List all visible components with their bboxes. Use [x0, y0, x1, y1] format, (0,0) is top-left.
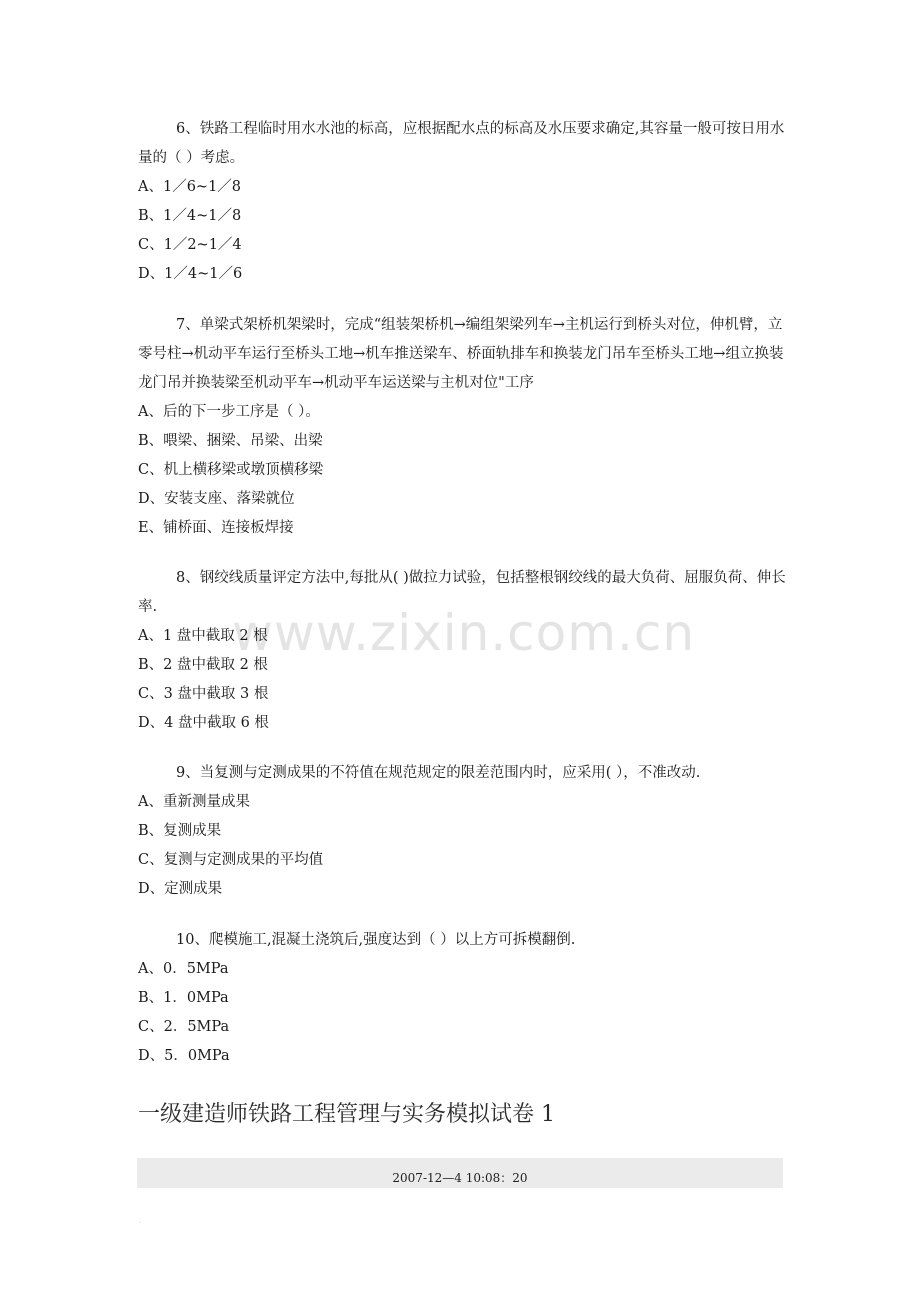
- option-b: B、1／4~1／8: [138, 208, 242, 224]
- date-text: 2007-12—4 10:08：20: [392, 1171, 528, 1185]
- question-7: [138, 311, 788, 543]
- question-stem: 10、爬模施工,混凝土浇筑后,强度达到（ ）以上方可拆模翻倒.: [176, 932, 576, 948]
- option-b: B、1．0MPa: [138, 990, 229, 1006]
- option-c: C、3 盘中截取 3 根: [138, 686, 269, 702]
- date-bar: [137, 1158, 783, 1188]
- question-stem: 6、铁路工程临时用水水池的标高，应根据配水点的标高及水压要求确定,其容量一般可按日用水量的（ ）考虑。: [138, 121, 785, 166]
- watermark: www.zixin.com.cn: [232, 604, 696, 662]
- option-a: A、1 盘中截取 2 根: [138, 628, 268, 644]
- option-a: A、后的下一步工序是（ ）。: [138, 404, 320, 420]
- option-d: D、安装支座、落梁就位: [138, 491, 295, 507]
- question-9: [138, 759, 788, 904]
- option-c: C、机上横移梁或墩顶横移梁: [138, 462, 324, 478]
- option-d: D、定测成果: [138, 881, 223, 897]
- option-c: C、复测与定测成果的平均值: [138, 852, 324, 868]
- option-d: D、5．0MPa: [138, 1048, 230, 1064]
- option-c: C、1／2~1／4: [138, 237, 242, 253]
- question-stem: 9、当复测与定测成果的不符值在规范规定的限差范围内时，应采用( ），不准改动.: [176, 765, 701, 781]
- option-b: B、2 盘中截取 2 根: [138, 657, 268, 673]
- question-6: [138, 115, 788, 289]
- option-c: C、2．5MPa: [138, 1019, 230, 1035]
- option-d: D、4 盘中截取 6 根: [138, 715, 269, 731]
- option-b: B、复测成果: [138, 823, 222, 839]
- page-dot: .: [139, 1218, 141, 1225]
- question-stem: 7、单梁式架桥机架梁时，完成“组装架桥机→编组架梁列车→主机运行到桥头对位，伸机臂，立零号柱→机动平车运行至桥头工地→机车推送梁车、桥面轨排车和换装龙门吊车至桥头工地→组立换装龙门吊并换装梁至机动平车→机动平车运送梁与主机对位"工序: [138, 317, 784, 391]
- option-a: A、0．5MPa: [138, 961, 229, 977]
- option-d: D、1／4~1／6: [138, 266, 243, 282]
- question-stem: 8、钢绞线质量评定方法中,每批从( )做拉力试验，包括整根钢绞线的最大负荷、屈服负荷、伸长率.: [138, 570, 786, 615]
- option-a: A、重新测量成果: [138, 794, 250, 810]
- question-8: [138, 564, 788, 738]
- option-e: E、铺桥面、连接板焊接: [138, 520, 294, 536]
- question-10: [138, 926, 788, 1071]
- option-a: A、1／6~1／8: [138, 179, 242, 195]
- option-b: B、喂梁、捆梁、吊梁、出梁: [138, 433, 323, 449]
- section-title: 一级建造师铁路工程管理与实务模拟试卷 1: [138, 1102, 555, 1127]
